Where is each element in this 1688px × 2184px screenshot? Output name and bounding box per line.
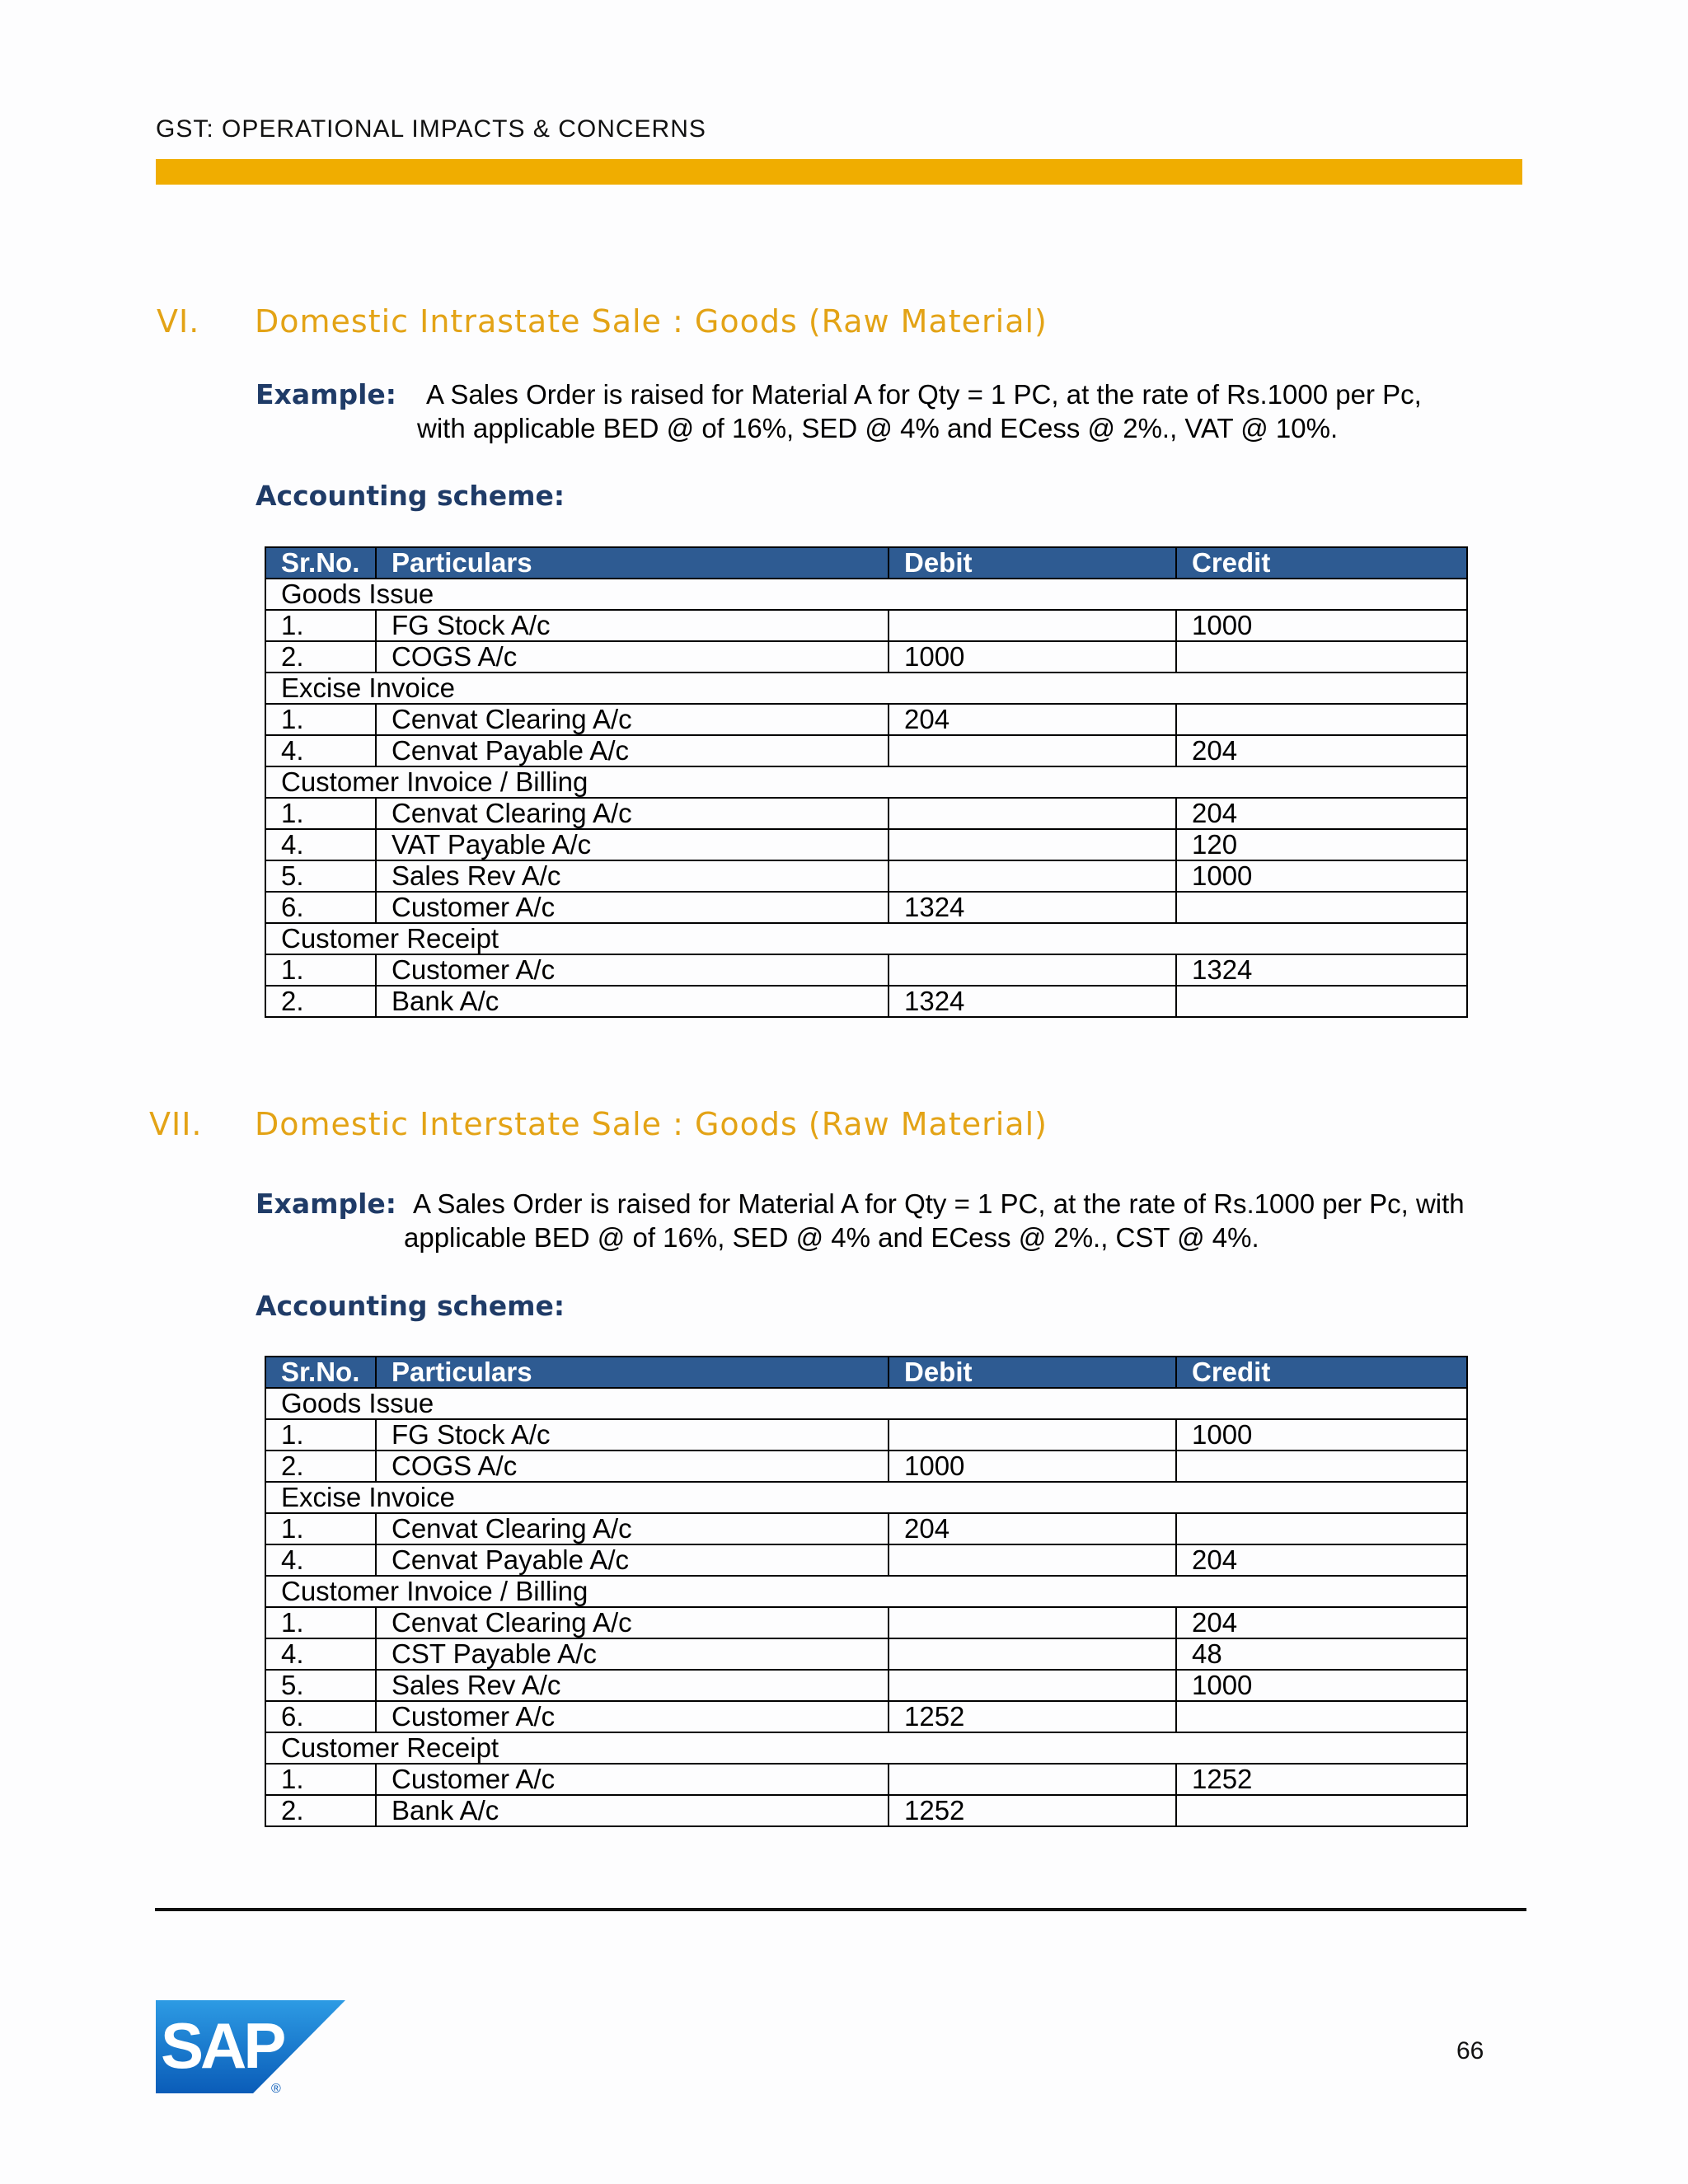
- cell-debit: [889, 1638, 1176, 1670]
- footer-divider: [155, 1908, 1526, 1911]
- cell-debit: 1252: [889, 1701, 1176, 1732]
- cell-debit: [889, 735, 1176, 766]
- cell-debit: 1324: [889, 892, 1176, 923]
- cell-particulars: FG Stock A/c: [376, 1419, 889, 1451]
- cell-debit: [889, 829, 1176, 860]
- cell-credit: 204: [1176, 735, 1467, 766]
- cell-particulars: Cenvat Payable A/c: [376, 1544, 889, 1576]
- cell-sr: 1.: [265, 1513, 376, 1544]
- registered-mark: ®: [271, 2082, 281, 2096]
- column-header: Debit: [889, 1357, 1176, 1388]
- cell-particulars: Cenvat Clearing A/c: [376, 1513, 889, 1544]
- column-header: Sr.No.: [265, 1357, 376, 1388]
- column-header: Debit: [889, 547, 1176, 579]
- table-row: [265, 704, 1467, 735]
- cell-debit: [889, 798, 1176, 829]
- cell-debit: [889, 954, 1176, 986]
- table-row: [265, 1544, 1467, 1576]
- table-group-row: [265, 1388, 1467, 1419]
- table-group-row: [265, 923, 1467, 954]
- group-label: Excise Invoice: [265, 1482, 1467, 1513]
- cell-debit: [889, 1419, 1176, 1451]
- table-group-row: [265, 766, 1467, 798]
- table-row: [265, 1513, 1467, 1544]
- cell-debit: 204: [889, 1513, 1176, 1544]
- cell-particulars: Cenvat Payable A/c: [376, 735, 889, 766]
- cell-credit: 1000: [1176, 1670, 1467, 1701]
- cell-sr: 1.: [265, 1764, 376, 1795]
- cell-particulars: Customer A/c: [376, 1701, 889, 1732]
- cell-sr: 4.: [265, 735, 376, 766]
- cell-credit: [1176, 986, 1467, 1017]
- cell-particulars: Bank A/c: [376, 986, 889, 1017]
- cell-credit: 48: [1176, 1638, 1467, 1670]
- column-header: Particulars: [376, 547, 889, 579]
- section-title: Domestic Interstate Sale : Goods (Raw Material): [255, 1106, 1048, 1142]
- example-text-line2: applicable BED @ of 16%, SED @ 4% and ECess @ 2%., CST @ 4%.: [404, 1222, 1259, 1253]
- group-label: Customer Invoice / Billing: [265, 1576, 1467, 1607]
- cell-debit: 1000: [889, 641, 1176, 673]
- example-label: Example:: [256, 1188, 396, 1220]
- table-group-row: [265, 1482, 1467, 1513]
- cell-debit: 1324: [889, 986, 1176, 1017]
- table-header-row: [265, 1357, 1467, 1388]
- table-row: [265, 1607, 1467, 1638]
- table-row: [265, 829, 1467, 860]
- cell-particulars: Customer A/c: [376, 954, 889, 986]
- cell-credit: [1176, 641, 1467, 673]
- table-row: [265, 1638, 1467, 1670]
- cell-sr: 1.: [265, 704, 376, 735]
- cell-debit: [889, 610, 1176, 641]
- cell-debit: [889, 1670, 1176, 1701]
- cell-sr: 1.: [265, 798, 376, 829]
- example-text-line2: with applicable BED @ of 16%, SED @ 4% and ECess @ 2%., VAT @ 10%.: [417, 413, 1339, 443]
- cell-particulars: VAT Payable A/c: [376, 829, 889, 860]
- cell-sr: 2.: [265, 1795, 376, 1826]
- section-number: VII.: [149, 1106, 203, 1142]
- cell-sr: 4.: [265, 1544, 376, 1576]
- cell-particulars: Customer A/c: [376, 892, 889, 923]
- table-row: [265, 892, 1467, 923]
- cell-sr: 1.: [265, 954, 376, 986]
- cell-credit: 1000: [1176, 1419, 1467, 1451]
- example-label: Example:: [256, 378, 396, 410]
- cell-credit: 120: [1176, 829, 1467, 860]
- cell-sr: 2.: [265, 1451, 376, 1482]
- cell-credit: [1176, 1513, 1467, 1544]
- table-group-row: [265, 1732, 1467, 1764]
- page-header-title: GST: OPERATIONAL IMPACTS & CONCERNS: [156, 115, 706, 143]
- cell-sr: 2.: [265, 641, 376, 673]
- cell-debit: 1252: [889, 1795, 1176, 1826]
- cell-sr: 6.: [265, 1701, 376, 1732]
- cell-credit: [1176, 1451, 1467, 1482]
- cell-credit: 204: [1176, 1607, 1467, 1638]
- group-label: Customer Receipt: [265, 923, 1467, 954]
- cell-sr: 4.: [265, 1638, 376, 1670]
- table-header-row: [265, 547, 1467, 579]
- column-header: Credit: [1176, 547, 1467, 579]
- section-title: Domestic Intrastate Sale : Goods (Raw Material): [255, 303, 1048, 340]
- cell-credit: 204: [1176, 798, 1467, 829]
- table-group-row: [265, 1576, 1467, 1607]
- cell-sr: 1.: [265, 1419, 376, 1451]
- cell-particulars: COGS A/c: [376, 1451, 889, 1482]
- sap-logo-text: SAP: [161, 2009, 284, 2082]
- cell-debit: 1000: [889, 1451, 1176, 1482]
- cell-credit: [1176, 704, 1467, 735]
- example-text-line1: A Sales Order is raised for Material A for Qty = 1 PC, at the rate of Rs.1000 per Pc, with: [413, 1188, 1465, 1219]
- column-header: Credit: [1176, 1357, 1467, 1388]
- table-group-row: [265, 673, 1467, 704]
- group-label: Customer Receipt: [265, 1732, 1467, 1764]
- cell-particulars: Customer A/c: [376, 1764, 889, 1795]
- cell-credit: 204: [1176, 1544, 1467, 1576]
- cell-credit: 1324: [1176, 954, 1467, 986]
- cell-credit: 1000: [1176, 860, 1467, 892]
- accounting-scheme-label-vi: Accounting scheme:: [256, 480, 565, 512]
- cell-particulars: Cenvat Clearing A/c: [376, 1607, 889, 1638]
- cell-credit: 1000: [1176, 610, 1467, 641]
- table-row: [265, 1701, 1467, 1732]
- cell-credit: [1176, 1795, 1467, 1826]
- table-row: [265, 986, 1467, 1017]
- accounting-table-vii: [265, 1356, 1468, 1827]
- table-row: [265, 1451, 1467, 1482]
- table-row: [265, 1795, 1467, 1826]
- table-row: [265, 1419, 1467, 1451]
- sap-logo: [156, 2000, 345, 2102]
- cell-particulars: Cenvat Clearing A/c: [376, 798, 889, 829]
- accounting-table-vi: [265, 546, 1468, 1018]
- cell-sr: 1.: [265, 1607, 376, 1638]
- table-group-row: [265, 579, 1467, 610]
- example-text-line1: A Sales Order is raised for Material A for Qty = 1 PC, at the rate of Rs.1000 per Pc,: [426, 379, 1422, 410]
- cell-particulars: Bank A/c: [376, 1795, 889, 1826]
- section-number: VI.: [157, 303, 200, 340]
- cell-sr: 4.: [265, 829, 376, 860]
- cell-debit: [889, 860, 1176, 892]
- group-label: Excise Invoice: [265, 673, 1467, 704]
- accounting-scheme-label-vii: Accounting scheme:: [256, 1290, 565, 1322]
- cell-particulars: COGS A/c: [376, 641, 889, 673]
- cell-particulars: Sales Rev A/c: [376, 1670, 889, 1701]
- cell-debit: [889, 1607, 1176, 1638]
- cell-particulars: Sales Rev A/c: [376, 860, 889, 892]
- cell-sr: 2.: [265, 986, 376, 1017]
- cell-debit: 204: [889, 704, 1176, 735]
- column-header: Particulars: [376, 1357, 889, 1388]
- cell-sr: 6.: [265, 892, 376, 923]
- cell-particulars: Cenvat Clearing A/c: [376, 704, 889, 735]
- cell-debit: [889, 1544, 1176, 1576]
- column-header: Sr.No.: [265, 547, 376, 579]
- group-label: Customer Invoice / Billing: [265, 766, 1467, 798]
- cell-sr: 1.: [265, 610, 376, 641]
- page-number: 66: [1456, 2037, 1484, 2064]
- table-row: [265, 610, 1467, 641]
- table-row: [265, 641, 1467, 673]
- cell-particulars: FG Stock A/c: [376, 610, 889, 641]
- cell-particulars: CST Payable A/c: [376, 1638, 889, 1670]
- table-row: [265, 1670, 1467, 1701]
- table-row: [265, 735, 1467, 766]
- cell-sr: 5.: [265, 860, 376, 892]
- cell-sr: 5.: [265, 1670, 376, 1701]
- table-row: [265, 798, 1467, 829]
- group-label: Goods Issue: [265, 579, 1467, 610]
- cell-credit: 1252: [1176, 1764, 1467, 1795]
- cell-credit: [1176, 892, 1467, 923]
- table-row: [265, 1764, 1467, 1795]
- table-row: [265, 860, 1467, 892]
- cell-credit: [1176, 1701, 1467, 1732]
- group-label: Goods Issue: [265, 1388, 1467, 1419]
- table-row: [265, 954, 1467, 986]
- cell-debit: [889, 1764, 1176, 1795]
- header-accent-bar: [156, 159, 1522, 185]
